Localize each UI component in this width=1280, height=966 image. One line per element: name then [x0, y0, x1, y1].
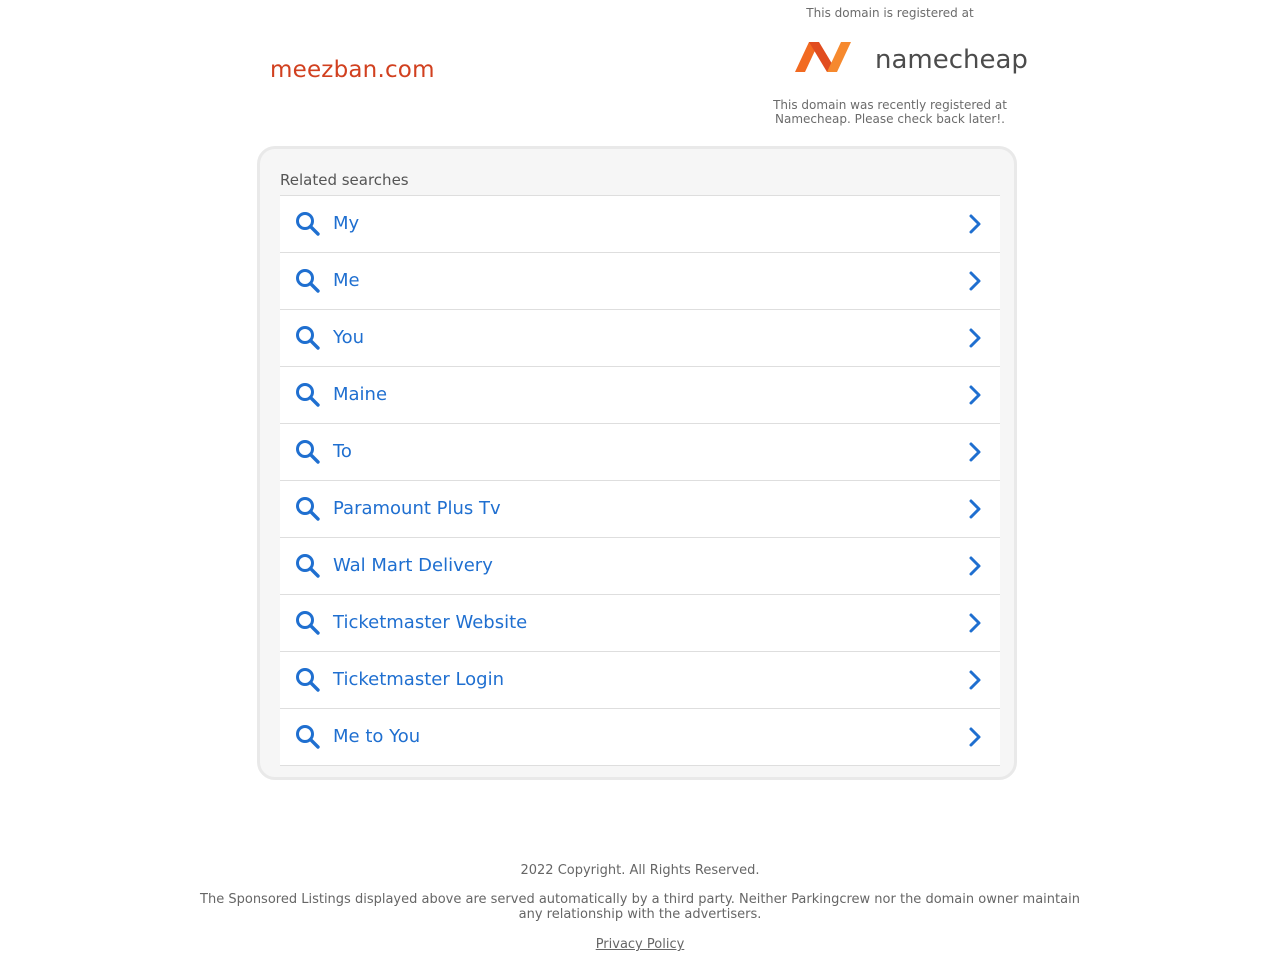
chevron-right-icon — [967, 669, 983, 691]
domain-name[interactable]: meezban.com — [270, 57, 435, 83]
related-search-item[interactable] — [280, 196, 1000, 253]
related-searches-title: Related searches — [280, 171, 409, 189]
chevron-right-icon — [967, 270, 983, 292]
registrar-top-text: This domain is registered at — [806, 6, 974, 20]
related-search-label: Ticketmaster Login — [333, 669, 505, 690]
related-search-label: To — [333, 441, 352, 462]
related-search-item[interactable] — [280, 310, 1000, 367]
related-search-label: Ticketmaster Website — [333, 612, 528, 633]
privacy-policy-link[interactable]: Privacy Policy — [595, 937, 685, 952]
related-search-item[interactable] — [280, 424, 1000, 481]
registrar-bottom-text: This domain was recently registered at Namecheap. Please check back later!. — [773, 98, 1007, 126]
related-search-item[interactable] — [280, 652, 1000, 709]
search-icon — [295, 211, 321, 237]
search-icon — [295, 268, 321, 294]
related-search-label: Maine — [333, 384, 388, 405]
related-search-label: My — [333, 213, 360, 234]
related-search-item[interactable] — [280, 538, 1000, 595]
related-search-label: You — [333, 327, 365, 348]
chevron-right-icon — [967, 384, 983, 406]
related-search-label: Me — [333, 270, 360, 291]
chevron-right-icon — [967, 555, 983, 577]
related-searches-panel — [257, 146, 1017, 780]
registrar-box — [760, 0, 1028, 126]
related-searches-list — [280, 195, 1000, 766]
chevron-right-icon — [967, 498, 983, 520]
registrar-name: namecheap — [875, 45, 1028, 75]
related-search-label: Wal Mart Delivery — [333, 555, 493, 576]
related-search-item[interactable] — [280, 709, 1000, 766]
copyright-text: 2022 Copyright. All Rights Reserved. — [520, 863, 760, 878]
related-search-item[interactable] — [280, 595, 1000, 652]
related-search-item[interactable] — [280, 481, 1000, 538]
search-icon — [295, 610, 321, 636]
related-search-item[interactable] — [280, 253, 1000, 310]
chevron-right-icon — [967, 726, 983, 748]
disclaimer-text: The Sponsored Listings displayed above are served automatically by a third party. Neither Parkingcrew nor the domain owner maintain any relationship with the advertisers. — [200, 892, 1080, 922]
footer — [0, 862, 1280, 952]
header — [0, 0, 1280, 140]
chevron-right-icon — [967, 612, 983, 634]
related-search-item[interactable] — [280, 367, 1000, 424]
search-icon — [295, 439, 321, 465]
namecheap-logo[interactable] — [775, 28, 1028, 84]
chevron-right-icon — [967, 327, 983, 349]
related-search-label: Me to You — [333, 726, 421, 747]
namecheap-logo-icon — [775, 28, 1028, 84]
search-icon — [295, 667, 321, 693]
search-icon — [295, 496, 321, 522]
chevron-right-icon — [967, 213, 983, 235]
search-icon — [295, 553, 321, 579]
chevron-right-icon — [967, 441, 983, 463]
search-icon — [295, 724, 321, 750]
search-icon — [295, 382, 321, 408]
search-icon — [295, 325, 321, 351]
related-search-label: Paramount Plus Tv — [333, 498, 501, 519]
